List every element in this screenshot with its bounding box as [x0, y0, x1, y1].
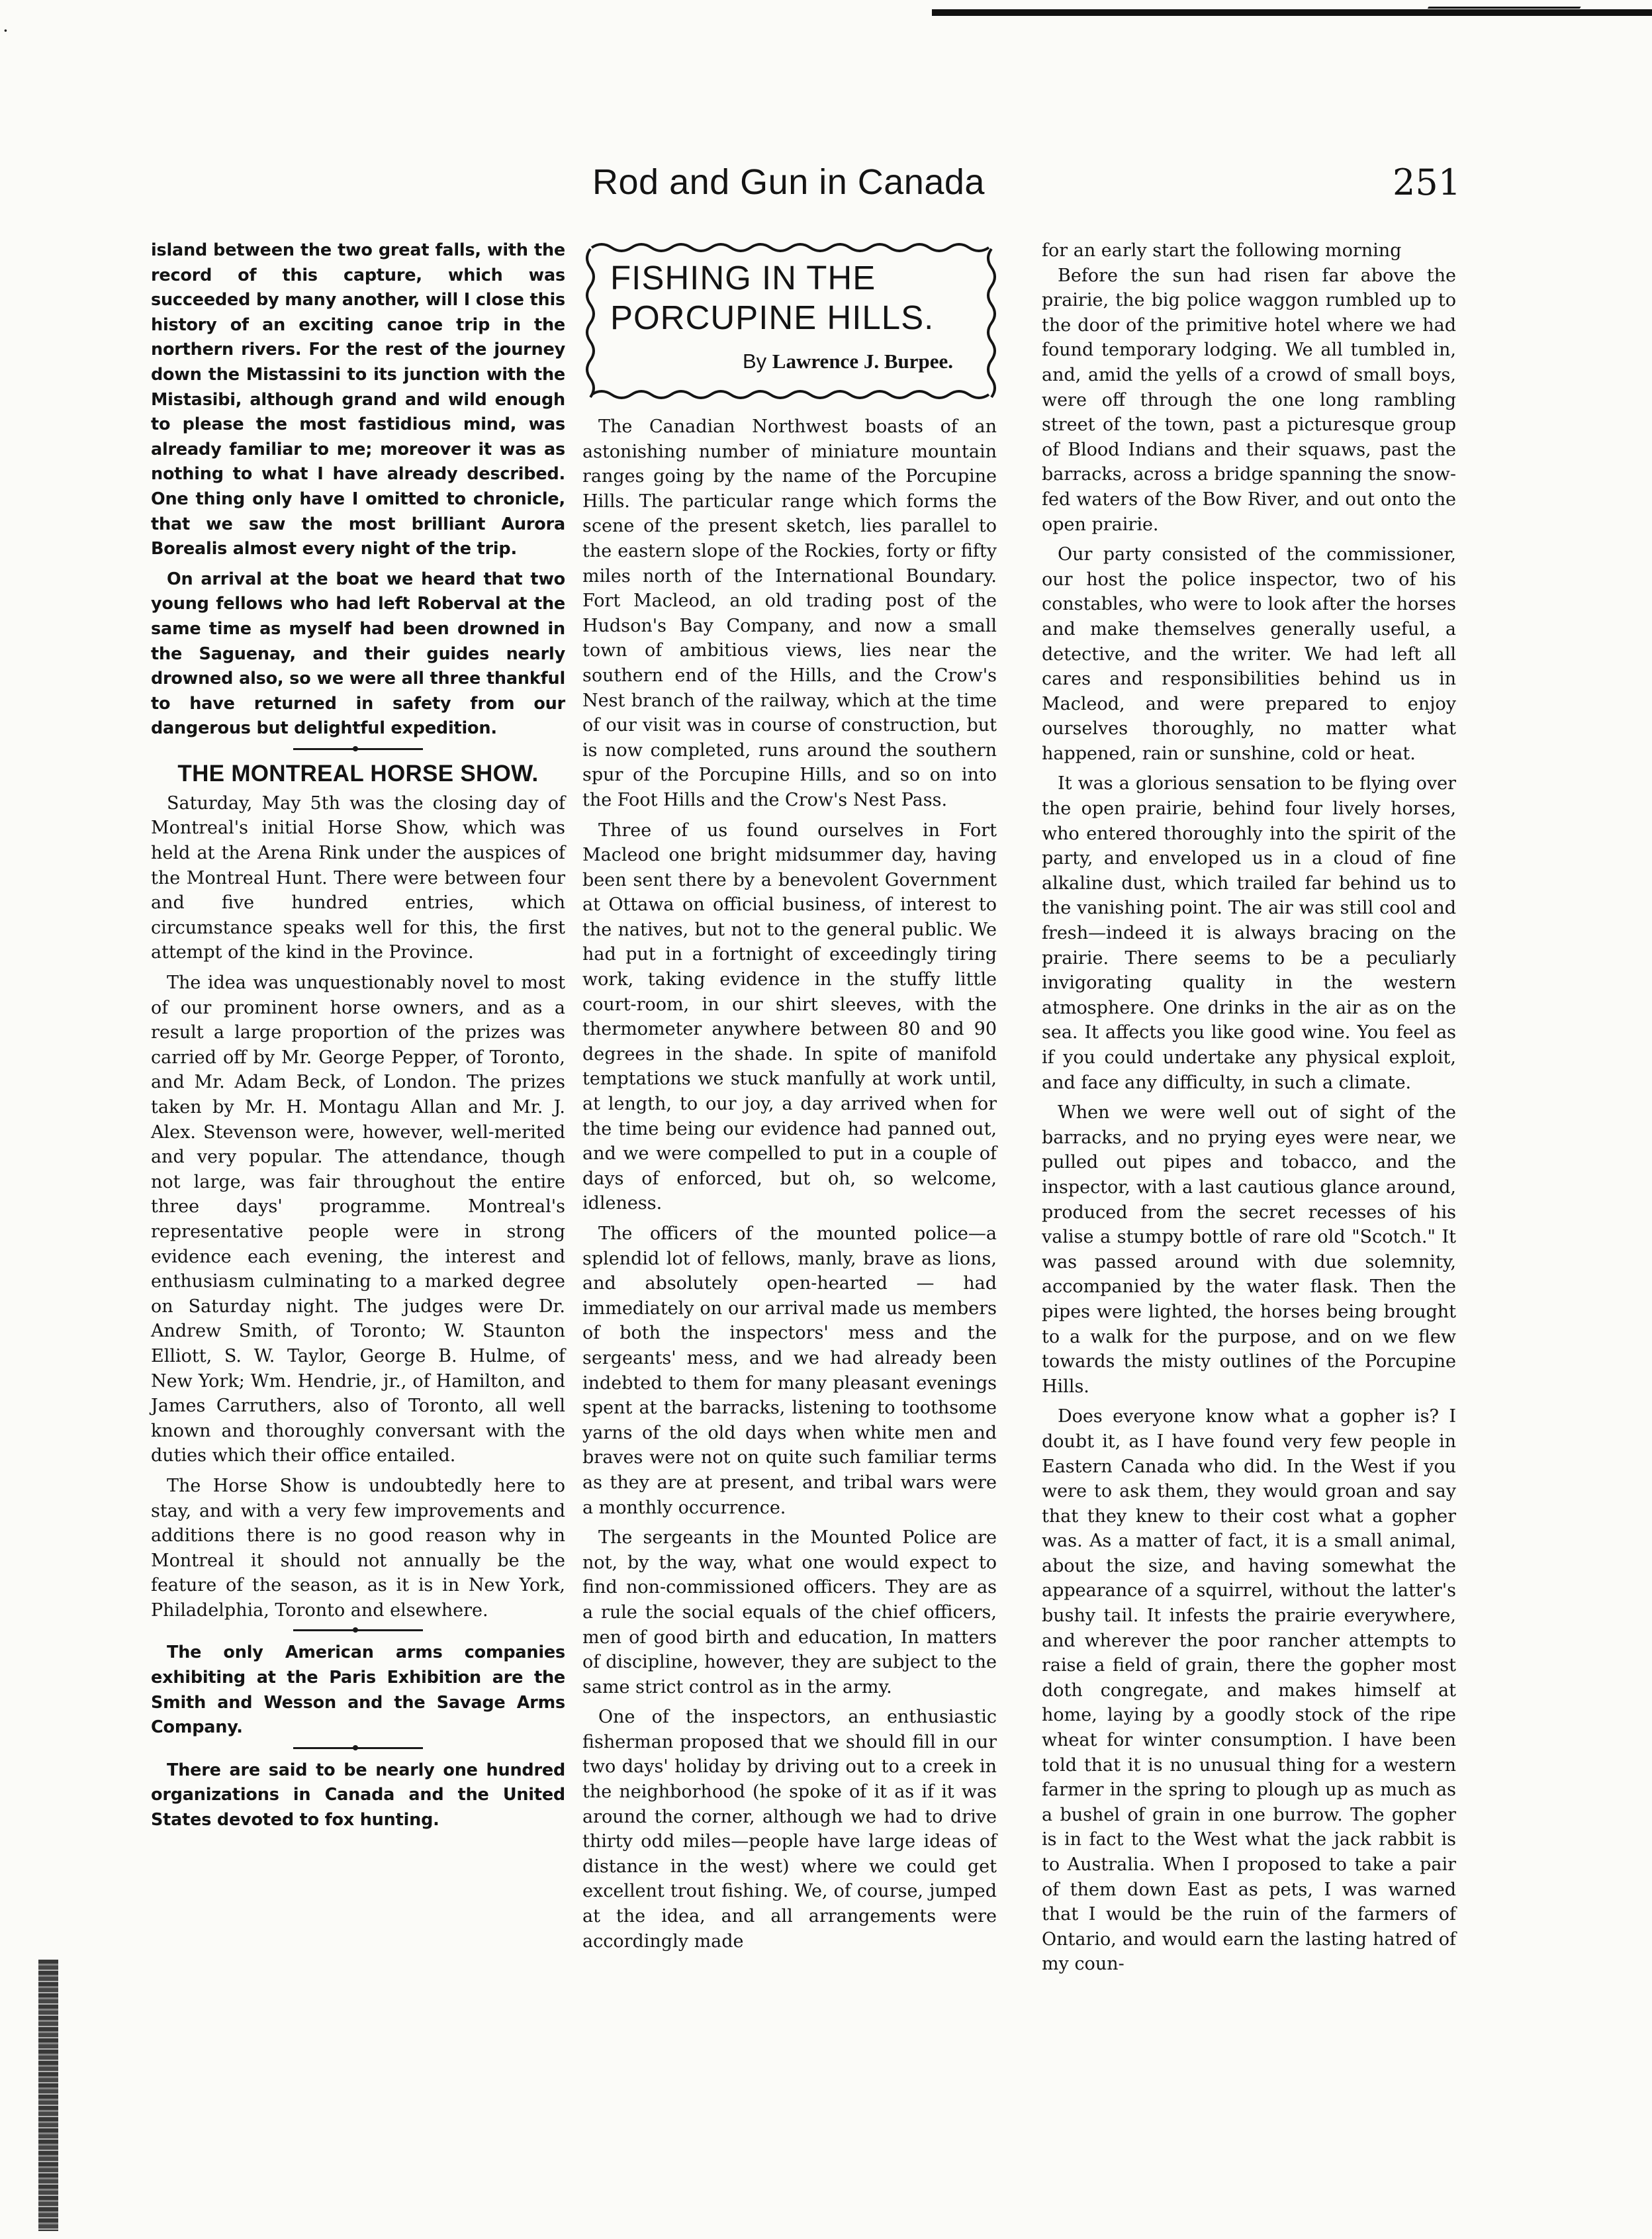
- article-paragraph: It was a glorious sensation to be flying over the open prairie, behind four lively horses, who entered thoroughly into the spirit of the party, and enveloped us in a cloud of fine alkaline dust, which trailed far behind us to the vanishing point. The air was still cool and fresh—indeed it is always bracing on the prairie. There seems to be a peculiarly invigorating quality in the western atmosphere. One drinks in the air as on the sea. It affects you like good wine. You feel as if you could undertake any physical exploit, and face any difficulty, in such a climate.: [1042, 773, 1456, 1093]
- article-paragraph: The officers of the mounted police—a splendid lot of fellows, manly, brave as lions, and absolutely open-hearted — had immediately on our arrival made us members of both the inspectors' mess and the sergeants' mess, and we had already been indebted to them for many pleasant evenings spent at the barracks, listening to toothsome yarns of the old days when white men and braves were not on quite such familiar terms as they are at present, and tribal wars were a monthly occurrence.: [582, 1223, 997, 1518]
- running-title: Rod and Gun in Canada: [592, 162, 985, 202]
- scan-speck: ·: [3, 20, 9, 42]
- article-title-line: PORCUPINE HILLS.: [610, 299, 935, 336]
- article-byline: [743, 350, 953, 373]
- horse-show-heading: THE MONTREAL HORSE SHOW.: [177, 760, 539, 786]
- article-title: [610, 258, 934, 338]
- article-paragraph: Does everyone know what a gopher is? I doubt it, as I have found very few people in Eastern Canada who did. In the West if you were to ask them, they would groan and say that they knew to their cost what a gopher was. As a matter of fact, it is a small animal, about the size, and having somewhat the appearance of a squirrel, without the latter's bushy tail. It infests the prairie everywhere, and wherever the poor rancher attempts to raise a field of grain, there the gopher most doth congregate, and makes himself at home, laying by a goodly stock of the ripe wheat for winter consumption. I have been told that it is no unusual thing for a western farmer in the spring to plough up as much as a bushel of grain in one burrow. The gopher is in fact to the West what the jack rabbit is to Australia. When I proposed to take a pair of them down East as pets, I was warned that I would be the ruin of the farmers of Ontario, and would earn the lasting hatred of my coun-: [1042, 1406, 1456, 1975]
- section-divider: [293, 1629, 423, 1634]
- binding-edge: [38, 1960, 58, 2231]
- article-title-box: [578, 238, 1002, 404]
- column-middle: [582, 238, 997, 1954]
- column-right: [1042, 238, 1456, 1977]
- article-paragraph: for an early start the following morning: [1042, 240, 1402, 261]
- article-title-line: FISHING IN THE: [610, 259, 876, 297]
- canoe-trip-conclusion: On arrival at the boat we heard that two young fellows who had left Roberval at the same time as myself had been drowned in the Saguenay, and their guides nearly drowned also, so we were all three thankful to have returned in safety from our dangerous but delightful expedition.: [151, 569, 565, 739]
- article-paragraph: One of the inspectors, an enthusiastic fisherman proposed that we should fill in our two days' holiday by driving out to a creek in the neighborhood (he spoke of it as if it was around the corner, although we had to drive thirty odd miles—people have large ideas of distance in the west) where we could get excellent trout fishing. We, of course, jumped at the idea, and all arrangements were accordingly made: [582, 1707, 997, 1952]
- article-paragraph: The Canadian Northwest boasts of an astonishing number of miniature mountain ranges going by the name of the Porcupine Hills. The particular range which forms the scene of the present sketch, lies parallel to the eastern slope of the Rockies, forty or fifty miles north of the International Boundary. Fort Macleod, an old trading post of the Hudson's Bay Company, and now a small town of ambitious views, lies near the southern end of the Hills, and the Crow's Nest branch of the railway, which at the time of our visit was in course of construction, but is now completed, runs around the southern spur of the Porcupine Hills, and so on into the Foot Hills and the Crow's Nest Pass.: [582, 416, 997, 810]
- horse-show-paragraph: The Horse Show is undoubtedly here to stay, and with a very few improvements and additions there is no good reason why in Montreal it should not annually be the feature of the season, as it is in New York, Philadelphia, Toronto and elsewhere.: [151, 1475, 565, 1621]
- horse-show-paragraph: The idea was unquestionably novel to most of our prominent horse owners, and as a result a large proportion of the prizes was carried off by Mr. George Pepper, of Toronto, and Mr. Adam Beck, of London. The prizes taken by Mr. H. Montagu Allan and Mr. J. Alex. Stevenson were, however, well-merited and very popular. The attendance, though not large, was fair throughout the entire three days' programme. Montreal's representative people were in strong evidence each evening, the interest and enthusiasm culminating to a marked degree on Saturday night. The judges were Dr. Andrew Smith, of Toronto; W. Staunton Elliott, S. W. Taylor, George B. Hulme, of New York; Wm. Hendrie, jr., of Hamilton, and James Carruthers, also of Toronto, all well known and thoroughly conversant with the duties which their office entailed.: [151, 973, 565, 1466]
- article-paragraph: Our party consisted of the commissioner, our host the police inspector, two of his constables, who were to look after the horses and make themselves generally useful, a detective, and the writer. We had left all cares and responsibilities behind us in Macleod, and were prepared to enjoy ourselves thoroughly, no matter what happened, rain or sunshine, cold or heat.: [1042, 544, 1456, 764]
- top-scan-bar: [932, 9, 1652, 16]
- page-header: [0, 162, 1652, 221]
- horse-show-paragraph: Saturday, May 5th was the closing day of Montreal's initial Horse Show, which was held at the Arena Rink under the auspices of the Montreal Hunt. There were between four and five hundred entries, which circumstance speaks well for this, the first attempt of the kind in the Province.: [151, 792, 565, 963]
- article-paragraph: When we were well out of sight of the barracks, and no prying eyes were near, we pulled out pipes and tobacco, and the inspector, with a last cautious glance around, produced from the secret recesses of his valise a stumpy bottle of rare old "Scotch." It was passed around with due solemnity, accompanied by the water flask. Then the pipes were lighted, the horses being brought to a walk for the purpose, and on we flew towards the misty outlines of the Porcupine Hills.: [1042, 1102, 1456, 1397]
- top-scan-mark: [1428, 1, 1584, 9]
- section-divider: [293, 1747, 423, 1752]
- article-paragraph: Three of us found ourselves in Fort Macleod one bright midsummer day, having been sent there by a benevolent Government at Ottawa on official business, of interest to the natives, but not to the general public. We had put in a fortnight of exceedingly tiring work, taking evidence in the stuffy little court-room, in our shirt sleeves, with the thermometer anywhere between 80 and 90 degrees in the shade. In spite of manifold temptations we stuck manfully at work until, at length, to our joy, a day arrived when for the time being our evidence had panned out, and we were compelled to put in a couple of days of enforced, but oh, so welcome, idleness.: [582, 820, 997, 1214]
- section-divider: [293, 748, 423, 753]
- column-left: [151, 238, 565, 1833]
- article-paragraph: Before the sun had risen far above the prairie, the big police waggon rumbled up to the door of the primitive hotel where we had found temporary lodging. We all tumbled in, and, amid the yells of a crowd of small boys, were off through the one long rambling street of the town, past a picturesque group of Blood Indians and their squaws, past the barracks, across a bridge spanning the snow-fed waters of the Bow River, and out onto the open prairie.: [1042, 265, 1456, 535]
- byline-prefix: By: [743, 350, 772, 373]
- canoe-trip-continuation: island between the two great falls, with the record of this capture, which was succeeded by many another, will I close this history of an exciting canoe trip in the northern rivers. For the rest of the journey down the Mistassini to its junction with the Mistasibi, although grand and wild enough to please the most fastidious mind, was already familiar to me; moreover it was as nothing to what I have already described. One thing only have I omitted to chronicle, that we saw the most brilliant Aurora Borealis almost every night of the trip.: [151, 240, 565, 559]
- fox-hunting-note: There are said to be nearly one hundred organizations in Canada and the United States devoted to fox hunting.: [151, 1760, 565, 1831]
- arms-companies-note: The only American arms companies exhibiting at the Paris Exhibition are the Smith and Wesson and the Savage Arms Company.: [151, 1643, 565, 1738]
- article-paragraph: The sergeants in the Mounted Police are not, by the way, what one would expect to find non-commissioned officers. They are as a rule the social equals of the chief officers, men of good birth and education, In matters of discipline, however, they are subject to the same strict control as in the army.: [582, 1527, 997, 1697]
- byline-author: Lawrence J. Burpee.: [772, 350, 954, 373]
- page-number: 251: [1393, 162, 1461, 203]
